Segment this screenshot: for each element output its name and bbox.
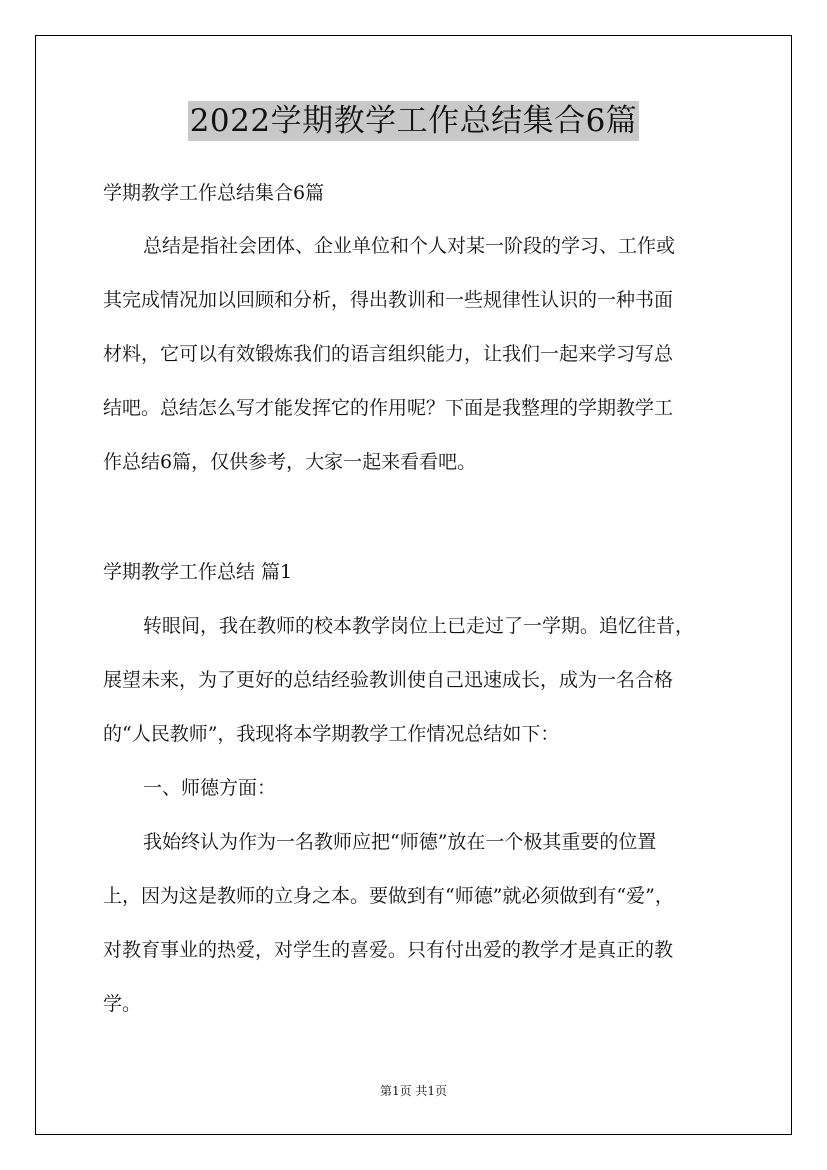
body-line: 学。 [103,993,142,1015]
body-line: 对教育事业的热爱，对学生的喜爱。只有付出爱的教学才是真正的教 [103,939,674,961]
intro-line: 作总结6篇，仅供参考，大家一起来看看吧。 [103,451,477,473]
document-title: 2022学期教学工作总结集合6篇 [189,103,638,139]
section-heading: 学期教学工作总结 篇1 [103,561,293,583]
intro-line: 其完成情况加以回顾和分析，得出教训和一些规律性认识的一种书面 [103,289,674,311]
intro-line: 材料，它可以有效锻炼我们的语言组织能力，让我们一起来学习写总 [103,343,674,365]
section-line: 的“人民教师”，我现将本学期教学工作情况总结如下： [103,723,560,745]
body-line: 我始终认为作为一名教师应把“师德”放在一个极其重要的位置 [143,831,657,853]
document-subtitle: 学期教学工作总结集合6篇 [103,182,325,204]
page-footer: 第1页 共1页 [379,1084,448,1098]
section-line: 转眼间，我在教师的校本教学岗位上已走过了一学期。追忆往昔， [143,615,695,637]
intro-line: 结吧。总结怎么写才能发挥它的作用呢？下面是我整理的学期教学工 [103,397,674,419]
section-line: 展望未来，为了更好的总结经验教训使自己迅速成长，成为一名合格 [103,669,674,691]
body-line: 上，因为这是教师的立身之本。要做到有“师德”就必须做到有“爱”， [103,885,674,907]
title-container [0,101,827,141]
subheading: 一、师德方面： [143,777,277,799]
intro-line: 总结是指社会团体、企业单位和个人对某一阶段的学习、工作或 [143,235,676,257]
